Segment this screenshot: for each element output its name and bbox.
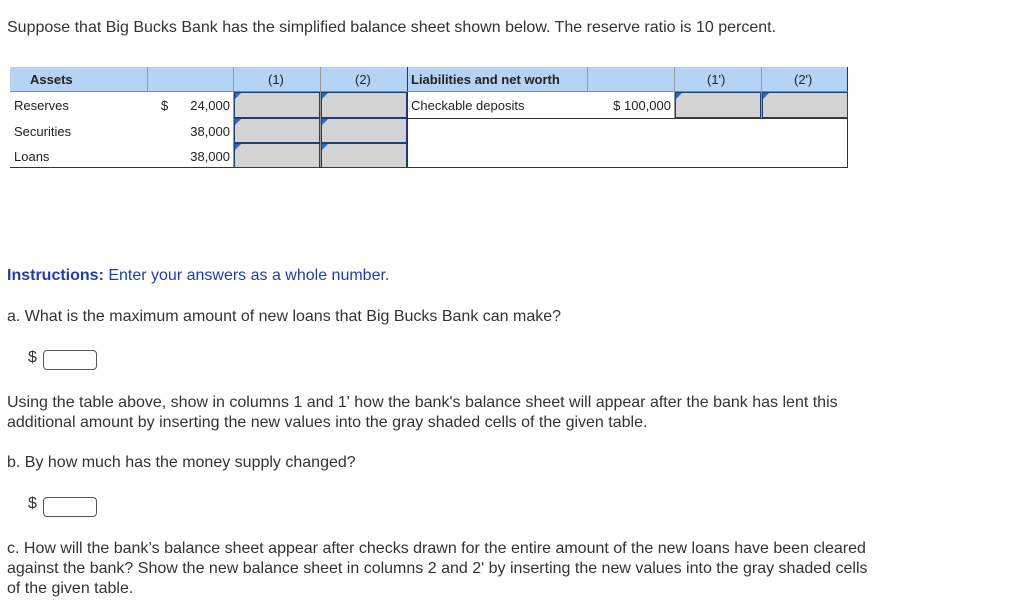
question-a: a. What is the maximum amount of new loans that Big Bucks Bank can make? <box>7 308 562 325</box>
asset-label: Reserves <box>14 98 69 113</box>
answer-a-input[interactable] <box>43 350 97 370</box>
balance-sheet-table <box>10 67 848 168</box>
problem-intro: Suppose that Big Bucks Bank has the simplified balance sheet shown below. The reserve ratio is 10 percent. <box>7 19 777 36</box>
paragraph-line: Using the table above, show in columns 1 and 1' how the bank's balance sheet will appear after the bank has lent this <box>7 394 838 411</box>
instructions-text: Enter your answers as a whole number. <box>103 267 390 284</box>
asset-label: Securities <box>14 124 72 139</box>
reserves-col-2-input[interactable] <box>321 92 407 118</box>
header-assets: Assets <box>30 72 73 87</box>
header-col-2-prime: (2') <box>794 72 813 87</box>
header-liabilities: Liabilities and net worth <box>411 72 560 87</box>
instructions-lead: Instructions: <box>7 267 104 284</box>
loans-col-2-input[interactable] <box>321 143 407 168</box>
paragraph-line: c. How will the bank’s balance sheet appear after checks drawn for the entire amount of the new loans have been cleared <box>7 540 866 557</box>
header-col-1: (1) <box>268 72 284 87</box>
loans-col-1-input[interactable] <box>234 143 320 168</box>
header-divider <box>587 67 588 91</box>
answer-a-currency: $ <box>28 349 37 366</box>
securities-col-1-input[interactable] <box>234 118 320 143</box>
paragraph-line: of the given table. <box>7 580 134 597</box>
header-col-2: (2) <box>355 72 371 87</box>
table-instructions-paragraph <box>7 393 1007 433</box>
liability-label: Checkable deposits <box>411 98 525 113</box>
reserves-col-1-input[interactable] <box>234 92 320 118</box>
question-b: b. By how much has the money supply changed? <box>7 454 356 471</box>
instructions <box>7 267 389 285</box>
securities-col-2-input[interactable] <box>321 118 407 143</box>
deposits-col-2-prime-input[interactable] <box>762 92 848 118</box>
asset-value: 24,000 <box>190 98 230 113</box>
liability-value: $ 100,000 <box>613 98 671 113</box>
deposits-col-1-prime-input[interactable] <box>675 92 761 118</box>
asset-value: 38,000 <box>190 124 230 139</box>
paragraph-line: against the bank? Show the new balance sheet in columns 2 and 2' by inserting the new values into the gray shaded cells <box>7 560 868 577</box>
header-col-1-prime: (1') <box>707 72 726 87</box>
question-c <box>7 539 1007 599</box>
row-divider <box>407 118 848 119</box>
asset-value: 38,000 <box>190 149 230 164</box>
header-divider <box>147 67 148 91</box>
answer-b-input[interactable] <box>43 497 97 517</box>
answer-b-currency: $ <box>28 495 37 512</box>
asset-label: Loans <box>14 149 50 164</box>
paragraph-line: additional amount by inserting the new values into the gray shaded cells of the given table. <box>7 414 648 431</box>
asset-currency: $ <box>161 98 169 113</box>
table-bottom-border <box>10 167 848 168</box>
